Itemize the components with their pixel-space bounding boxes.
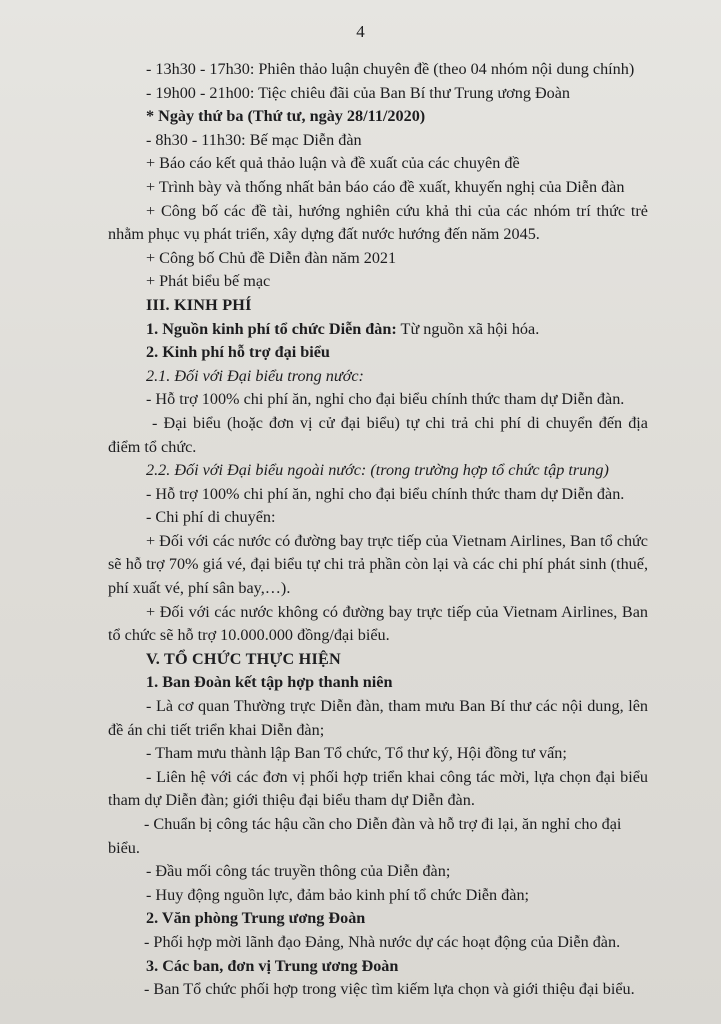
- closing-item-research: + Công bố các đề tài, hướng nghiên cứu khả thi của các nhóm trí thức trẻ nhằm phục vụ phát triển, xây dựng đất nước hướng đến năm 2045.: [108, 201, 648, 244]
- youth-board-task-4: - Chuẩn bị công tác hậu cần cho Diễn đàn và hỗ trợ đi lại, ăn nghỉ cho đại biểu.: [108, 815, 622, 857]
- departments-heading: 3. Các ban, đơn vị Trung ương Đoàn: [146, 956, 399, 975]
- schedule-line-closing: - 8h30 - 11h30: Bế mạc Diễn đàn: [146, 130, 362, 149]
- youth-board-task-1: - Là cơ quan Thường trực Diễn đàn, tham mưu Ban Bí thư các nội dung, lên đề án chi tiết triển khai Diễn đàn;: [108, 697, 648, 739]
- closing-item-report: + Báo cáo kết quả thảo luận và đề xuất của các chuyên đề: [146, 154, 520, 173]
- youth-board-task-2: - Tham mưu thành lập Ban Tổ chức, Tổ thư ký, Hội đồng tư vấn;: [146, 744, 567, 763]
- budget-source-value: Từ nguồn xã hội hóa.: [396, 319, 540, 338]
- travel-cost-line: - Chi phí di chuyển:: [146, 508, 276, 527]
- document-body: [108, 58, 648, 1002]
- closing-item-proposal: + Trình bày và thống nhất bản báo cáo đề xuất, khuyến nghị của Diễn đàn: [146, 177, 625, 196]
- schedule-line-reception: - 19h00 - 21h00: Tiệc chiêu đãi của Ban Bí thư Trung ương Đoàn: [146, 83, 571, 102]
- section-heading-budget: III. KINH PHÍ: [146, 295, 252, 314]
- delegate-support-heading: 2. Kinh phí hỗ trợ đại biểu: [146, 343, 330, 362]
- schedule-line-afternoon-session: - 13h30 - 17h30: Phiên thảo luận chuyên đề (theo 04 nhóm nội dung chính): [146, 60, 635, 78]
- closing-item-theme: + Công bố Chủ đề Diễn đàn năm 2021: [146, 248, 397, 267]
- youth-board-heading: 1. Ban Đoàn kết tập hợp thanh niên: [146, 673, 393, 692]
- section-heading-implementation: V. TỔ CHỨC THỰC HIỆN: [146, 649, 341, 668]
- page-number: 4: [356, 22, 365, 41]
- domestic-delegates-heading: 2.1. Đối với Đại biểu trong nước:: [146, 366, 364, 385]
- domestic-support-line: - Hỗ trợ 100% chi phí ăn, nghỉ cho đại biểu chính thức tham dự Diễn đàn.: [146, 390, 625, 409]
- youth-board-task-5: - Đầu mối công tác truyền thông của Diễn đàn;: [146, 862, 451, 881]
- direct-flight-line: + Đối với các nước có đường bay trực tiếp của Vietnam Airlines, Ban tổ chức sẽ hỗ trợ 70% giá vé, đại biểu tự chi trả phần còn lại và các chi phí phát sinh (thuế, phí xuất vé, phí sân bay,…).: [108, 531, 648, 598]
- budget-source-label: 1. Nguồn kinh phí tổ chức Diễn đàn:: [146, 319, 397, 338]
- indirect-flight-line: + Đối với các nước không có đường bay trực tiếp của Vietnam Airlines, Ban tổ chức sẽ hỗ trợ 10.000.000 đồng/đại biểu.: [108, 602, 648, 645]
- youth-board-task-3: - Liên hệ với các đơn vị phối hợp triển khai công tác mời, lựa chọn đại biểu tham dự Diễn đàn; giới thiệu đại biểu tham dự Diễn đàn.: [108, 767, 648, 810]
- central-office-heading: 2. Văn phòng Trung ương Đoàn: [146, 909, 366, 928]
- foreign-support-line: - Hỗ trợ 100% chi phí ăn, nghỉ cho đại biểu chính thức tham dự Diễn đàn.: [146, 484, 625, 503]
- budget-source-line: [108, 318, 648, 342]
- domestic-travel-line: - Đại biểu (hoặc đơn vị cử đại biểu) tự chi trả chi phí di chuyển đến địa điểm tổ chức.: [108, 413, 648, 456]
- departments-task: - Ban Tổ chức phối hợp trong việc tìm kiếm lựa chọn và giới thiệu đại biểu.: [144, 980, 635, 999]
- central-office-task: - Phối hợp mời lãnh đạo Đảng, Nhà nước dự các hoạt động của Diễn đàn.: [144, 932, 621, 951]
- closing-item-speech: + Phát biểu bế mạc: [146, 272, 271, 291]
- day-three-heading: * Ngày thứ ba (Thứ tư, ngày 28/11/2020): [146, 107, 426, 126]
- foreign-delegates-heading: 2.2. Đối với Đại biểu ngoài nước: (trong trường hợp tổ chức tập trung): [146, 461, 609, 480]
- youth-board-task-6: - Huy động nguồn lực, đảm bảo kinh phí tổ chức Diễn đàn;: [146, 885, 530, 904]
